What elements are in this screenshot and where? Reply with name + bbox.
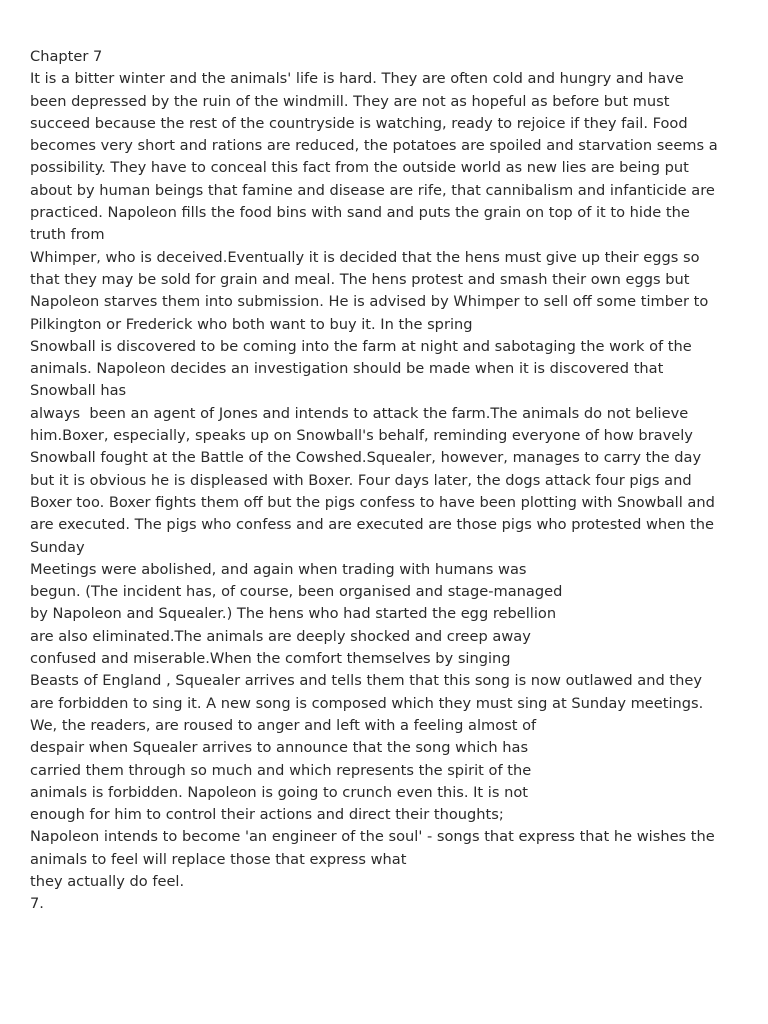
chapter-heading: Chapter 7 xyxy=(30,48,103,65)
text-line: animals is forbidden. Napoleon is going to crunch even this. It is not xyxy=(30,783,528,801)
text-line: Meetings were abolished, and again when trading with humans was xyxy=(30,560,527,578)
text-line: truth from xyxy=(30,226,105,244)
text-line: begun. (The incident has, of course, been organised and stage-managed xyxy=(30,583,563,601)
text-line: possibility. They have to conceal this fact from the outside world as new lies are being put xyxy=(30,159,689,177)
text-line: practiced. Napoleon fills the food bins with sand and puts the grain on top of it to hide the xyxy=(30,204,690,222)
text-line: animals to feel will replace those that express what xyxy=(30,850,407,868)
text-line: enough for him to control their actions and direct their thoughts; xyxy=(30,806,504,824)
text-line: despair when Squealer arrives to announce that the song which has xyxy=(30,739,529,757)
text-line: Snowball has xyxy=(30,382,127,400)
text-line: Boxer too. Boxer fights them off but the pigs confess to have been plotting with Snowball and xyxy=(30,493,715,511)
text-line: Napoleon intends to become 'an engineer of the soul' - songs that express that he wishes the xyxy=(30,828,715,846)
text-line: always been an agent of Jones and intends to attack the farm.The animals do not believe xyxy=(30,404,689,422)
document-body xyxy=(30,46,750,916)
text-line: are also eliminated.The animals are deeply shocked and creep away xyxy=(30,627,531,645)
text-line: Whimper, who is deceived.Eventually it is decided that the hens must give up their eggs so xyxy=(30,248,700,266)
text-line: him.Boxer, especially, speaks up on Snowball's behalf, reminding everyone of how bravely xyxy=(30,427,693,445)
text-line: succeed because the rest of the countryside is watching, ready to rejoice if they fail. Food xyxy=(30,114,688,132)
text-line: Snowball is discovered to be coming into the farm at night and sabotaging the work of the xyxy=(30,337,692,355)
text-line: are forbidden to sing it. A new song is composed which they must sing at Sunday meetings. xyxy=(30,694,704,712)
text-line: Pilkington or Frederick who both want to buy it. In the spring xyxy=(30,315,473,333)
text-line: Beasts of England , Squealer arrives and tells them that this song is now outlawed and they xyxy=(30,672,702,690)
text-line: We, the readers, are roused to anger and left with a feeling almost of xyxy=(30,716,537,734)
text-line: about by human beings that famine and disease are rife, that cannibalism and infanticide are xyxy=(30,181,715,199)
text-line: but it is obvious he is displeased with Boxer. Four days later, the dogs attack four pigs and xyxy=(30,471,692,489)
text-line: It is a bitter winter and the animals' life is hard. They are often cold and hungry and have xyxy=(30,70,684,88)
text-line: Sunday xyxy=(30,538,85,556)
page-number: 7. xyxy=(30,895,44,913)
text-line: that they may be sold for grain and meal. The hens protest and smash their own eggs but xyxy=(30,270,690,288)
text-line: becomes very short and rations are reduced, the potatoes are spoiled and starvation seems a xyxy=(30,137,718,155)
text-line: confused and miserable.When the comfort themselves by singing xyxy=(30,650,511,668)
text-line: they actually do feel. xyxy=(30,872,185,890)
text-line: carried them through so much and which represents the spirit of the xyxy=(30,761,532,779)
text-line: Napoleon starves them into submission. He is advised by Whimper to sell off some timber to xyxy=(30,293,709,311)
text-line: by Napoleon and Squealer.) The hens who had started the egg rebellion xyxy=(30,605,557,623)
text-line: been depressed by the ruin of the windmill. They are not as hopeful as before but must xyxy=(30,92,670,110)
text-line: animals. Napoleon decides an investigation should be made when it is discovered that xyxy=(30,360,664,378)
text-line: are executed. The pigs who confess and are executed are those pigs who protested when the xyxy=(30,516,714,534)
text-line: Snowball fought at the Battle of the Cowshed.Squealer, however, manages to carry the day xyxy=(30,449,702,467)
text-lines xyxy=(30,68,750,893)
